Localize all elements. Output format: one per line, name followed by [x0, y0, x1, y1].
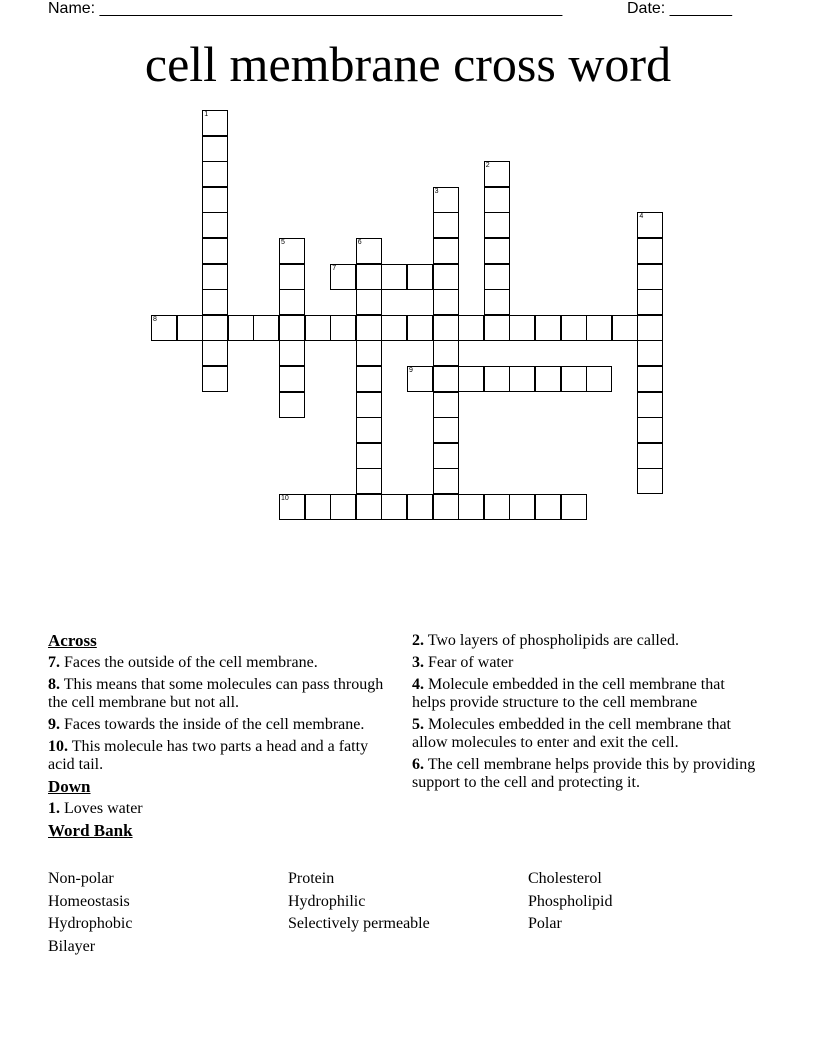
clue-number-label: 5: [281, 239, 285, 246]
grid-cell[interactable]: [177, 315, 203, 341]
grid-cell[interactable]: [279, 392, 305, 418]
clue-across-10: [48, 738, 393, 774]
clue-number-label: 4: [639, 213, 644, 221]
grid-cell[interactable]: [509, 315, 535, 341]
clues-right-column: [412, 632, 762, 796]
grid-cell[interactable]: [202, 366, 228, 392]
grid-cell[interactable]: [612, 315, 638, 341]
grid-cell[interactable]: [381, 494, 407, 520]
grid-cell[interactable]: [637, 366, 663, 392]
clue-text: Faces the outside of the cell membrane.: [64, 654, 318, 671]
clue-across-9: [48, 716, 393, 734]
clue-down-1: [48, 800, 393, 818]
grid-cell[interactable]: [202, 161, 228, 187]
grid-cell[interactable]: [381, 264, 407, 290]
grid-cell[interactable]: [637, 392, 663, 418]
grid-cell[interactable]: [433, 340, 459, 366]
clue-number-label: 8: [153, 315, 157, 323]
clue-number-label: 2: [485, 162, 490, 170]
date-label: Date:: [627, 0, 666, 17]
page-title: cell membrane cross word: [144, 36, 672, 92]
grid-cell[interactable]: [305, 315, 331, 341]
grid-cell[interactable]: [433, 366, 459, 392]
clues-left-column: [48, 632, 393, 844]
grid-cell[interactable]: [356, 289, 382, 315]
grid-cell[interactable]: [407, 264, 433, 290]
grid-cell[interactable]: [637, 417, 663, 443]
grid-cell[interactable]: [202, 187, 228, 213]
clue-text: This molecule has two parts a head and a fatty acid tail.: [48, 738, 369, 773]
grid-cell[interactable]: [433, 417, 459, 443]
clue-text: Two layers of phospholipids are called.: [427, 632, 679, 649]
word-bank-column-1: [48, 868, 132, 958]
grid-cell[interactable]: [279, 315, 305, 341]
grid-cell[interactable]: [228, 315, 254, 341]
word-bank-item: Polar: [528, 915, 562, 932]
word-bank-column-2: [288, 868, 430, 936]
clue-number-label: 9: [409, 367, 413, 374]
grid-cell[interactable]: [356, 417, 382, 443]
clue-number-label: 10: [281, 495, 289, 502]
clue-number: 8.: [48, 676, 60, 693]
grid-cell[interactable]: [484, 212, 510, 238]
clue-number-label: 6: [357, 239, 362, 246]
grid-cell[interactable]: [407, 366, 433, 392]
clue-text: Molecule embedded in the cell membrane that helps provide structure to the cell membrane: [412, 676, 725, 711]
word-bank-item: Bilayer: [48, 937, 96, 955]
grid-cell[interactable]: [484, 366, 510, 392]
grid-cell[interactable]: [202, 340, 228, 366]
grid-cell[interactable]: [433, 289, 459, 315]
clue-text: Faces towards the inside of the cell membrane.: [64, 716, 365, 733]
clue-down-6: [412, 756, 762, 792]
grid-cell[interactable]: [202, 264, 228, 290]
clue-across-8: [48, 676, 393, 712]
clue-number-label: 7: [332, 264, 337, 272]
grid-cell[interactable]: [433, 264, 459, 290]
clue-number: 10.: [48, 738, 68, 755]
grid-cell[interactable]: [407, 494, 433, 520]
grid-cell[interactable]: [637, 238, 663, 264]
grid-cell[interactable]: [433, 187, 459, 213]
clue-number-label: 1: [204, 111, 209, 118]
word-bank-item: Phospholipid: [528, 892, 613, 910]
grid-cell[interactable]: [535, 494, 561, 520]
grid-cell[interactable]: [637, 264, 663, 290]
grid-cell[interactable]: [279, 340, 305, 366]
grid-cell[interactable]: [433, 315, 459, 341]
grid-cell[interactable]: [433, 212, 459, 238]
grid-cell[interactable]: [356, 238, 382, 264]
clue-down-3: [412, 654, 762, 672]
grid-cell[interactable]: [151, 315, 177, 341]
grid-cell[interactable]: [484, 238, 510, 264]
grid-cell[interactable]: [202, 212, 228, 238]
clue-number: 1.: [48, 800, 60, 817]
grid-cell[interactable]: [279, 264, 305, 290]
down-heading: Down: [48, 777, 91, 796]
word-bank-item: Hydrophobic: [48, 915, 133, 932]
grid-cell[interactable]: [381, 315, 407, 341]
grid-cell[interactable]: [356, 392, 382, 418]
grid-cell[interactable]: [330, 264, 356, 290]
grid-cell[interactable]: [509, 366, 535, 392]
grid-cell[interactable]: [356, 494, 382, 520]
clue-number: 3.: [412, 654, 424, 671]
grid-cell[interactable]: [356, 315, 382, 341]
clue-text: Fear of water: [428, 654, 514, 671]
grid-cell[interactable]: [535, 366, 561, 392]
clue-number-label: 3: [434, 187, 439, 195]
grid-cell[interactable]: [202, 238, 228, 264]
grid-cell[interactable]: [433, 238, 459, 264]
grid-cell[interactable]: [279, 238, 305, 264]
clue-text: Loves water: [64, 800, 143, 817]
word-bank-item: Non-polar: [48, 870, 114, 887]
grid-cell[interactable]: [586, 315, 612, 341]
grid-cell[interactable]: [561, 366, 587, 392]
grid-cell[interactable]: [458, 366, 484, 392]
grid-cell[interactable]: [637, 340, 663, 366]
clue-number: 2.: [412, 632, 424, 649]
grid-cell[interactable]: [637, 212, 663, 238]
word-bank-item: Protein: [288, 870, 335, 887]
grid-cell[interactable]: [356, 468, 382, 494]
grid-cell[interactable]: [253, 315, 279, 341]
clue-number: 5.: [412, 716, 424, 733]
grid-cell[interactable]: [433, 468, 459, 494]
grid-cell[interactable]: [279, 289, 305, 315]
grid-cell[interactable]: [279, 366, 305, 392]
grid-cell[interactable]: [407, 315, 433, 341]
grid-cell[interactable]: [202, 315, 228, 341]
grid-cell[interactable]: [561, 315, 587, 341]
grid-cell[interactable]: [637, 315, 663, 341]
clue-across-7: [48, 654, 393, 672]
date-line: _______: [669, 0, 732, 17]
grid-cell[interactable]: [330, 315, 356, 341]
grid-cell[interactable]: [484, 187, 510, 213]
grid-cell[interactable]: [433, 443, 459, 469]
grid-cell[interactable]: [279, 494, 305, 520]
grid-cell[interactable]: [484, 289, 510, 315]
clue-number: 4.: [412, 676, 424, 693]
grid-cell[interactable]: [356, 366, 382, 392]
grid-cell[interactable]: [202, 110, 228, 136]
word-bank-item: Hydrophilic: [288, 892, 366, 910]
grid-cell[interactable]: [535, 315, 561, 341]
clue-number: 9.: [48, 716, 60, 733]
grid-cell[interactable]: [484, 264, 510, 290]
clue-text: The cell membrane helps provide this by providing support to the cell and protecting it.: [412, 756, 756, 791]
grid-cell[interactable]: [637, 289, 663, 315]
word-bank-item: Selectively permeable: [288, 915, 430, 932]
grid-cell[interactable]: [509, 494, 535, 520]
name-label: Name:: [48, 0, 96, 17]
grid-cell[interactable]: [458, 494, 484, 520]
grid-cell[interactable]: [356, 264, 382, 290]
clue-text: Molecules embedded in the cell membrane that allow molecules to enter and exit the cell.: [412, 716, 731, 751]
grid-cell[interactable]: [586, 366, 612, 392]
grid-cell[interactable]: [356, 340, 382, 366]
across-heading: Across: [48, 631, 97, 650]
clue-down-4: [412, 676, 762, 712]
grid-cell[interactable]: [202, 289, 228, 315]
grid-cell[interactable]: [433, 392, 459, 418]
grid-cell[interactable]: [561, 494, 587, 520]
grid-cell[interactable]: [637, 468, 663, 494]
clue-text: This means that some molecules can pass through the cell membrane but not all.: [48, 676, 384, 711]
grid-cell[interactable]: [330, 494, 356, 520]
grid-cell[interactable]: [484, 494, 510, 520]
clue-down-2: [412, 632, 762, 650]
clue-down-5: [412, 716, 762, 752]
clue-number: 7.: [48, 654, 60, 671]
name-line: ____________________________________________________: [99, 0, 563, 17]
grid-cell[interactable]: [458, 315, 484, 341]
grid-cell[interactable]: [484, 315, 510, 341]
grid-cell[interactable]: [356, 443, 382, 469]
word-bank-heading: Word Bank: [48, 821, 133, 840]
clue-number: 6.: [412, 756, 424, 773]
word-bank-column-3: [528, 868, 612, 936]
grid-cell[interactable]: [202, 136, 228, 162]
grid-cell[interactable]: [433, 494, 459, 520]
word-bank-item: Homeostasis: [48, 892, 130, 910]
grid-cell[interactable]: [305, 494, 331, 520]
word-bank-item: Cholesterol: [528, 870, 602, 887]
grid-cell[interactable]: [637, 443, 663, 469]
grid-cell[interactable]: [484, 161, 510, 187]
